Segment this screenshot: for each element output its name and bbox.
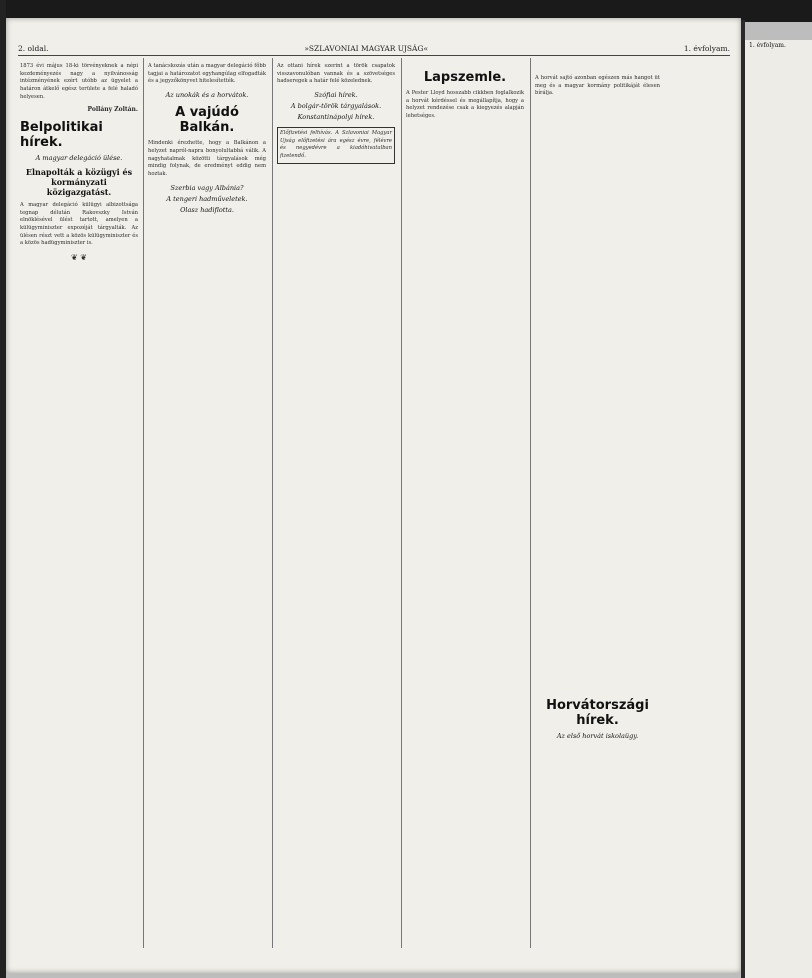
column-4: [406, 70, 524, 960]
col3-subtitle-3: Konstantinápolyi hírek.: [297, 113, 375, 122]
column-3: [277, 58, 395, 948]
col2-section-title: A vajúdó Balkán.: [175, 105, 239, 136]
column-2: [148, 58, 266, 948]
col3-subtitle-2: A bolgár-török tárgyalások.: [290, 102, 382, 111]
col2-subtitle: Szerbia vagy Albánia?: [170, 183, 244, 192]
col3-body: Az ottani hírek szerint a török csapatok visszavonulóban vannak és a szövetséges hadseregek a határ felé közelednek.: [277, 63, 395, 85]
col1-subtitle: A magyar delegáció ülése.: [35, 153, 123, 162]
col2-subtitle-2: A tengeri hadműveletek.: [166, 194, 248, 203]
col4-body: A Pester Lloyd hosszabb cikkben foglalkozik a horvát kérdéssel és megállapítja, hogy a helyzet rendezése csak a kiegyezés alapján lehetséges.: [406, 90, 524, 119]
column-rule: [401, 58, 402, 948]
col3-subtitle: Szófiai hírek.: [314, 91, 358, 100]
col1-section-title: Belpolitikai hírek.: [20, 119, 103, 150]
col1-subtitle-2: Elnapolták a közügyi és kormányzati közigazgatást.: [25, 166, 133, 197]
col2-subtitle-3: Olasz hadiflotta.: [180, 205, 234, 214]
page-number: 2. oldal.: [18, 44, 49, 53]
column-5: [535, 70, 660, 960]
adjacent-page-header: 1. évfolyam.: [749, 42, 786, 49]
adjacent-page: [745, 40, 812, 978]
column-rule: [530, 58, 531, 948]
col5-body: A horvát sajtó azonban egészen más hangot üt meg és a magyar kormány politikáját élesen bírálja.: [535, 75, 660, 97]
issue-date: 1. évfolyam.: [683, 44, 730, 53]
column-1: [20, 58, 138, 948]
page-header: [18, 44, 730, 56]
col2-heading: Az unokák és a horvátok.: [165, 91, 249, 100]
column-rule: [272, 58, 273, 948]
col1-top-text: 1873 évi május 18-ki törvényeknek a népi kezdeményezés nagy a nyilvánosság intézményének ezért utóbb az ügyelet a határon átkelő egész területe a felé haladó helyesen.: [20, 63, 138, 100]
col1-signature: Pollány Zoltán.: [87, 106, 138, 114]
col2-body: Mindenki érezhette, hogy a Balkánon a helyzet napról-napra bonyolultabbá válik. A nagyhatalmak közötti tárgyalások még mindig folynak, de eredményt eddig nem hoztak.: [148, 140, 266, 177]
col3-boxed-notice: Előfizetési felhívás. A Szlavoniai Magyar Ujság előfizetési ára egész évre, félévre és negyedévre a kiadóhivatalban fizetendő.: [277, 127, 395, 163]
col4-section-title: Lapszemle.: [423, 70, 507, 85]
col1-body: A magyar delegáció külügyi albizottsága tegnap délután Rakovszky István elnöklésével ülést tartott, amelyen a külügyminiszter expozéját tárgyalták. Az ülésen részt vett a közös külügyminiszter és a közös hadügyminiszter is.: [20, 202, 138, 247]
col2-top-text: A tanácskozás után a magyar delegáció főbb tagjai a határozatot egyhangúlag elfogadták és a jegyzőkönyvet hitelesítették.: [148, 63, 266, 85]
ornament-divider-icon: ❦ ❦: [71, 252, 87, 262]
column-rule: [143, 58, 144, 948]
col5-section-title: Horvátországi hírek.: [546, 697, 649, 728]
col5-subtitle: Az első horvát iskolaügy.: [556, 731, 639, 740]
masthead: »SZLAVONIAI MAGYAR UJSÁG«: [304, 44, 429, 53]
